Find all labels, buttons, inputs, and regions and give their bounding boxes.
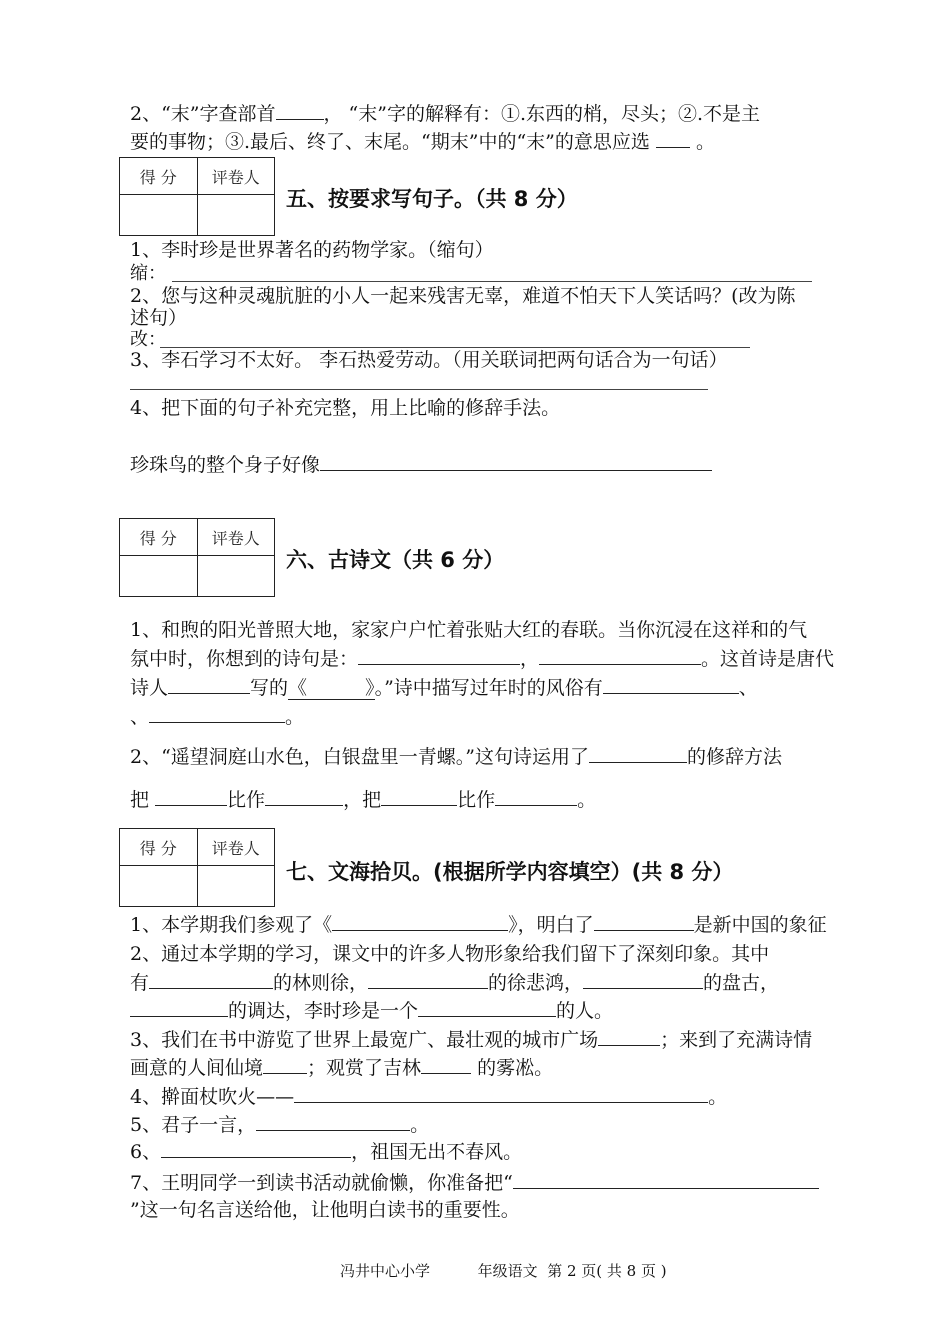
text: ，祖国无出不春风。 [351, 1141, 523, 1163]
section-title-5: 五、按要求写句子。（共 8 分） [286, 187, 578, 211]
text: 。这首诗是唐代 [701, 648, 835, 670]
sec5-q3: 3、李石学习不太好。 李石热爱劳动。（用关联词把两句话合为一句话） [130, 349, 728, 371]
blank-poet[interactable] [168, 675, 250, 694]
grader-label: 评卷人 [197, 829, 275, 866]
section-title-7: 七、文海拾贝。(根据所学内容填空）(共 8 分） [286, 860, 734, 884]
text: 2、“末”字查部首 [130, 103, 276, 125]
text: 。 [285, 706, 305, 728]
score-label: 得 分 [120, 158, 198, 195]
sec7-q3-line2 [130, 1054, 553, 1082]
sec5-q2-answer-label: 改： [130, 329, 166, 350]
blank-xu[interactable] [368, 970, 488, 989]
text: 氛中时，你想到的诗句是： [130, 648, 359, 670]
score-box-7 [119, 828, 275, 907]
sec7-q6 [130, 1138, 522, 1166]
text: 是新中国的象征 [693, 914, 827, 936]
text: 、 [738, 677, 758, 699]
blank-verse-2[interactable] [539, 646, 701, 665]
score-cell[interactable] [120, 195, 198, 236]
answer-line[interactable] [130, 389, 708, 390]
blank-radical[interactable] [276, 101, 324, 120]
blank-simile[interactable] [320, 452, 712, 471]
blank-xiehouyu[interactable] [294, 1084, 708, 1103]
sec7-q2-line3 [130, 997, 613, 1025]
blank-quote[interactable] [513, 1170, 819, 1189]
grader-cell[interactable] [197, 866, 275, 907]
blank-poem-title[interactable] [288, 677, 375, 700]
text: 》，明白了 [508, 914, 594, 936]
blank-proverb[interactable] [256, 1112, 410, 1131]
blank-pangu[interactable] [583, 970, 703, 989]
sec7-q1 [130, 911, 827, 939]
grader-cell[interactable] [197, 556, 275, 597]
sec7-q2-line1: 2、通过本学期的学习，课文中的许多人物形象给我们留下了深刻印象。其中 [130, 943, 770, 965]
sec7-q3-line1 [130, 1026, 812, 1054]
text: 1、本学期我们参观了《 [130, 914, 333, 936]
blank-visit[interactable] [332, 912, 508, 931]
sec6-q1-line1: 1、和煦的阳光普照大地，家家户户忙着张贴大红的春联。当你沉浸在这祥和的气 [130, 619, 808, 641]
sec5-q2: 2、您与这种灵魂肮脏的小人一起来残害无辜，难道不怕天下人笑话吗？(改为陈 [130, 285, 796, 307]
sec7-q7-line1 [130, 1169, 819, 1197]
text: 的林则徐， [273, 972, 369, 994]
text: 要的事物；③.最后、终了、末尾。“期末”中的“末”的意思应选 [130, 131, 656, 153]
text: 写的 [250, 677, 289, 699]
text: 《 [288, 677, 308, 699]
text: 。 [689, 131, 715, 153]
score-cell[interactable] [120, 556, 198, 597]
score-box-5 [119, 157, 275, 236]
blank-rhetoric[interactable] [589, 744, 687, 763]
text: 。 [577, 789, 597, 811]
sec7-q4 [130, 1083, 727, 1111]
text: 珍珠鸟的整个身子好像 [130, 454, 321, 476]
blank-symbol[interactable] [594, 912, 694, 931]
blank-tiaoda[interactable] [130, 998, 228, 1017]
blank-square[interactable] [598, 1027, 660, 1046]
sec6-q1-line3 [130, 674, 758, 702]
text: 的调达，李时珍是一个 [228, 1000, 419, 1022]
blank-poem-line[interactable] [161, 1139, 351, 1158]
text: 》 [365, 677, 375, 699]
text: 把 [130, 789, 156, 811]
blank-b[interactable] [265, 787, 343, 806]
grader-cell[interactable] [197, 195, 275, 236]
text: ；观赏了吉林 [307, 1057, 422, 1079]
blank-custom-2[interactable] [149, 704, 285, 723]
sec5-q2-cont: 述句） [130, 307, 188, 329]
score-label: 得 分 [120, 519, 198, 556]
sec4-q2-line2 [130, 128, 715, 156]
blank-c[interactable] [381, 787, 457, 806]
text: 的徐悲鸿， [488, 972, 584, 994]
sec4-q2-line1 [130, 100, 760, 128]
blank-choice[interactable] [656, 129, 690, 148]
text: 2、“遥望洞庭山水色，白银盘里一青螺。”这句诗运用了 [130, 746, 590, 768]
sec7-q2-line2 [130, 969, 779, 997]
sec7-q5 [130, 1111, 429, 1139]
score-box-6 [119, 518, 275, 597]
text: ；来到了充满诗情 [660, 1029, 813, 1051]
sec5-q4-line [130, 451, 712, 479]
blank-custom-1[interactable] [603, 675, 739, 694]
blank-wonderland[interactable] [263, 1055, 307, 1074]
blank-lin[interactable] [149, 970, 273, 989]
section-title-6: 六、古诗文（共 6 分） [286, 548, 505, 572]
text: 的雾凇。 [471, 1057, 554, 1079]
text: 的人。 [556, 1000, 614, 1022]
sec5-q1: 1、李时珍是世界著名的药物学家。（缩句） [130, 239, 494, 261]
text: 的修辞方法 [687, 746, 783, 768]
text: 。”诗中描写过年时的风俗有 [374, 677, 603, 699]
text: 。 [410, 1114, 430, 1136]
score-cell[interactable] [120, 866, 198, 907]
text: 4、擀面杖吹火—— [130, 1086, 295, 1108]
text: 有 [130, 972, 150, 994]
text: 的盘古， [703, 972, 780, 994]
blank-verse-1[interactable] [358, 646, 520, 665]
blank-lishizhen[interactable] [418, 998, 556, 1017]
text: ， [520, 648, 540, 670]
sec5-q4: 4、把下面的句子补充完整，用上比喻的修辞手法。 [130, 397, 561, 419]
sec6-q2-line2 [130, 786, 596, 814]
text: 3、我们在书中游览了世界上最宽广、最壮观的城市广场 [130, 1029, 599, 1051]
text: 诗人 [130, 677, 169, 699]
text: 比作 [457, 789, 496, 811]
page-footer: 冯井中心小学 年级语文 第 2 页( 共 8 页 ) [340, 1262, 667, 1280]
grader-label: 评卷人 [197, 158, 275, 195]
text: 5、君子一言， [130, 1114, 257, 1136]
blank-jilin[interactable] [421, 1055, 471, 1074]
sec6-q1-line2 [130, 645, 834, 673]
sec7-q7-line2: ”这一句名言送给他，让他明白读书的重要性。 [130, 1199, 520, 1221]
text: 6、 [130, 1141, 162, 1163]
text: ， “末”字的解释有：①.东西的梢，尽头；②.不是主 [323, 103, 761, 125]
blank-a[interactable] [155, 787, 227, 806]
text: 画意的人间仙境 [130, 1057, 264, 1079]
text: 。 [708, 1086, 728, 1108]
score-label: 得 分 [120, 829, 198, 866]
text: 7、王明同学一到读书活动就偷懒，你准备把“ [130, 1172, 513, 1194]
text: 比作 [227, 789, 266, 811]
sec6-q2-line1 [130, 743, 782, 771]
sec5-q1-answer-label: 缩： [130, 263, 166, 284]
text: 、 [130, 706, 150, 728]
grader-label: 评卷人 [197, 519, 275, 556]
sec6-q1-line4 [130, 703, 304, 731]
text: ，把 [343, 789, 382, 811]
blank-d[interactable] [495, 787, 577, 806]
